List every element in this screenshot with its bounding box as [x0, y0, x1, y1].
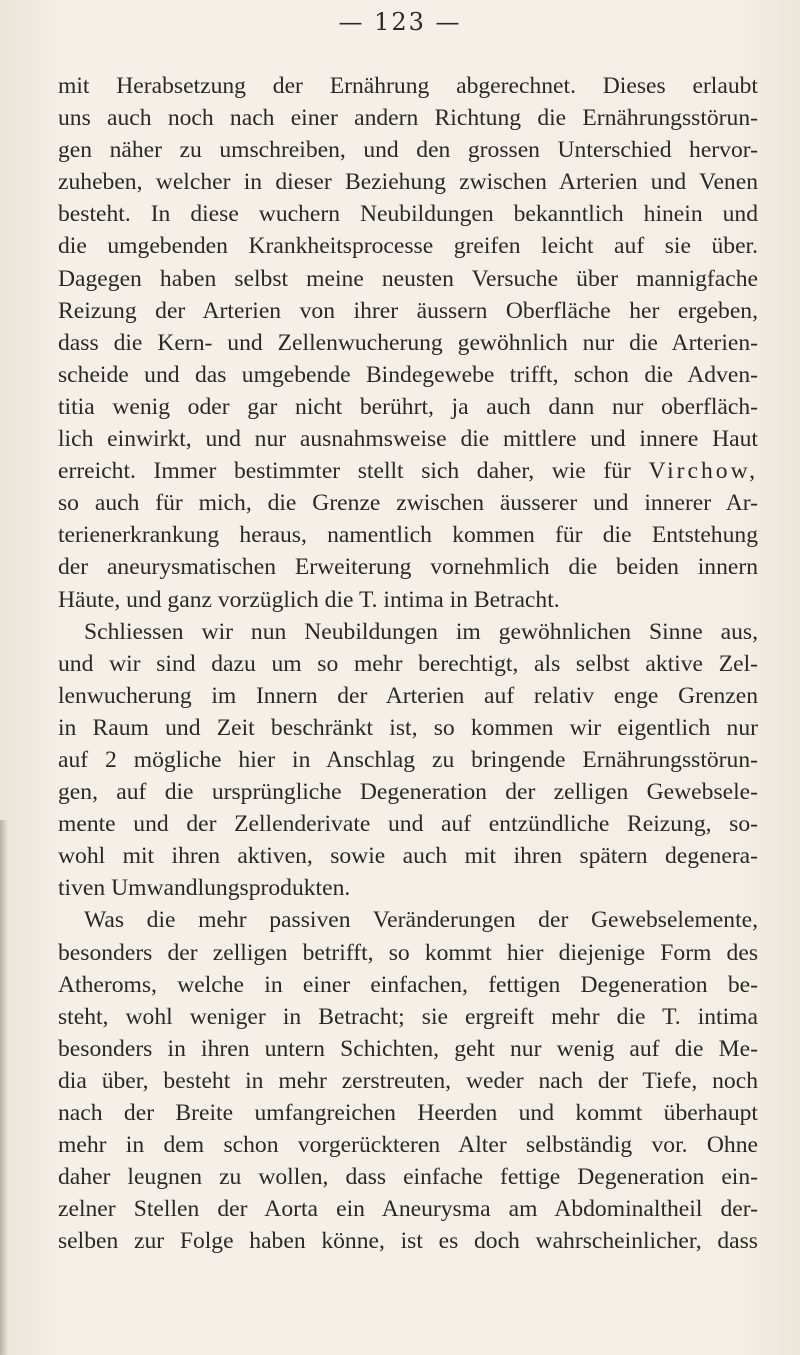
line-text: und wir sind dazu um so mehr berechtigt, als selbst aktive Zel- — [58, 650, 758, 677]
line-text: Häute, und ganz vorzüglich die T. intima in Betracht. — [58, 586, 560, 613]
line-text: besonders in ihren untern Schichten, geht nur wenig auf die Me- — [58, 1035, 758, 1062]
text-line — [58, 712, 758, 744]
text-line — [58, 776, 758, 808]
line-text: auf 2 mögliche hier in Anschlag zu bringende Ernährungsstörun- — [58, 746, 758, 773]
line-text: die umgebenden Krankheitsprocesse greifen leicht auf sie über. — [58, 233, 758, 260]
text-line — [58, 616, 758, 648]
author-name: Virchow, — [648, 458, 758, 485]
line-text: titia wenig oder gar nicht berührt, ja auch dann nur oberfläch- — [58, 393, 758, 420]
line-text: dia über, besteht in mehr zerstreuten, weder nach der Tiefe, noch — [58, 1067, 758, 1094]
text-line — [58, 551, 758, 583]
text-line — [58, 872, 758, 904]
line-text: besonders der zelligen betrifft, so kommt hier diejenige Form des — [58, 939, 758, 966]
line-text: tiven Umwandlungsprodukten. — [58, 875, 351, 902]
text-line — [58, 1161, 758, 1193]
text-line — [58, 295, 758, 327]
text-line — [58, 134, 758, 166]
line-text: in Raum und Zeit beschränkt ist, so kommen wir eigentlich nur — [58, 714, 758, 741]
text-line — [58, 327, 758, 359]
text-line — [58, 359, 758, 391]
text-line — [58, 455, 758, 487]
line-text: nach der Breite umfangreichen Heerden und kommt überhaupt — [58, 1100, 758, 1126]
text-line — [58, 744, 758, 776]
line-text: lenwucherung im Innern der Arterien auf relativ enge Grenzen — [58, 682, 758, 709]
line-text: wohl mit ihren aktiven, sowie auch mit ihren spätern degenera- — [58, 843, 758, 870]
text-line — [58, 487, 758, 519]
text-line — [58, 519, 758, 551]
line-text: erreicht. Immer bestimmter stellt sich daher, wie für — [58, 458, 631, 485]
text-line — [58, 70, 758, 102]
line-text: Atheroms, welche in einer einfachen, fettigen Degeneration be- — [58, 971, 758, 998]
line-text: mehr in dem schon vorgerückteren Alter selbständig vor. Ohne — [58, 1132, 758, 1159]
line-text: Was die mehr passiven Veränderungen der Gewebselemente, — [84, 907, 758, 934]
text-line — [58, 648, 758, 680]
line-text: Reizung der Arterien von ihrer äussern Oberfläche her ergeben, — [58, 297, 758, 324]
text-line — [58, 263, 758, 295]
text-line — [58, 840, 758, 872]
line-text: besteht. In diese wuchern Neubildungen bekanntlich hinein und — [58, 201, 758, 228]
text-line — [58, 230, 758, 262]
line-text: dass die Kern- und Zellenwucherung gewöhnlich nur die Arterien- — [58, 329, 758, 356]
line-text: terienerkrankung heraus, namentlich kommen für die Entstehung — [58, 522, 758, 549]
text-line — [58, 1193, 758, 1225]
line-text: lich einwirkt, und nur ausnahmsweise die mittlere und innere Haut — [58, 426, 758, 453]
line-text: mente und der Zellenderivate und auf entzündliche Reizung, so- — [58, 811, 758, 838]
line-text: scheide und das umgebende Bindegewebe trifft, schon die Adven- — [58, 361, 758, 388]
text-line — [58, 808, 758, 840]
text-line — [58, 969, 758, 1001]
line-text: daher leugnen zu wollen, dass einfache fettige Degeneration ein- — [58, 1164, 758, 1191]
line-text: uns auch noch nach einer andern Richtung die Ernährungsstörun- — [58, 105, 758, 132]
text-line — [58, 584, 758, 616]
text-line — [58, 198, 758, 230]
line-text: der aneurysmatischen Erweiterung vornehmlich die beiden innern — [58, 554, 758, 581]
text-line — [58, 1001, 758, 1033]
line-text: zelner Stellen der Aorta ein Aneurysma am Abdominaltheil der- — [58, 1196, 758, 1223]
text-line — [58, 166, 758, 198]
text-line — [58, 423, 758, 455]
line-text: selben zur Folge haben könne, ist es doch wahrscheinlicher, dass — [58, 1228, 758, 1255]
text-line — [58, 680, 758, 712]
line-text: gen, auf die ursprüngliche Degeneration der zelligen Gewebsele- — [58, 779, 758, 806]
text-line — [58, 1033, 758, 1065]
text-line — [58, 904, 758, 936]
text-line — [58, 391, 758, 423]
line-text: mit Herabsetzung der Ernährung abgerechnet. Dieses erlaubt — [58, 73, 758, 99]
page-edge-shadow — [0, 820, 8, 1355]
line-text: gen näher zu umschreiben, und den grossen Unterschied hervor- — [58, 137, 758, 164]
line-text: so auch für mich, die Grenze zwischen äusserer und innerer Ar- — [58, 490, 758, 517]
text-line — [58, 1065, 758, 1097]
line-text: steht, wohl weniger in Betracht; sie ergreift mehr die T. intima — [58, 1003, 758, 1030]
text-line — [58, 1129, 758, 1161]
text-line — [58, 1225, 758, 1257]
body-text — [58, 70, 758, 1257]
page-number: — 123 — — [338, 8, 462, 36]
line-text: zuheben, welcher in dieser Beziehung zwischen Arterien und Venen — [58, 169, 758, 196]
line-text: Dagegen haben selbst meine neusten Versuche über mannigfache — [58, 265, 758, 292]
text-line — [58, 102, 758, 134]
line-text: Schliessen wir nun Neubildungen im gewöhnlichen Sinne aus, — [84, 618, 758, 645]
text-line — [58, 1097, 758, 1129]
text-line — [58, 937, 758, 969]
